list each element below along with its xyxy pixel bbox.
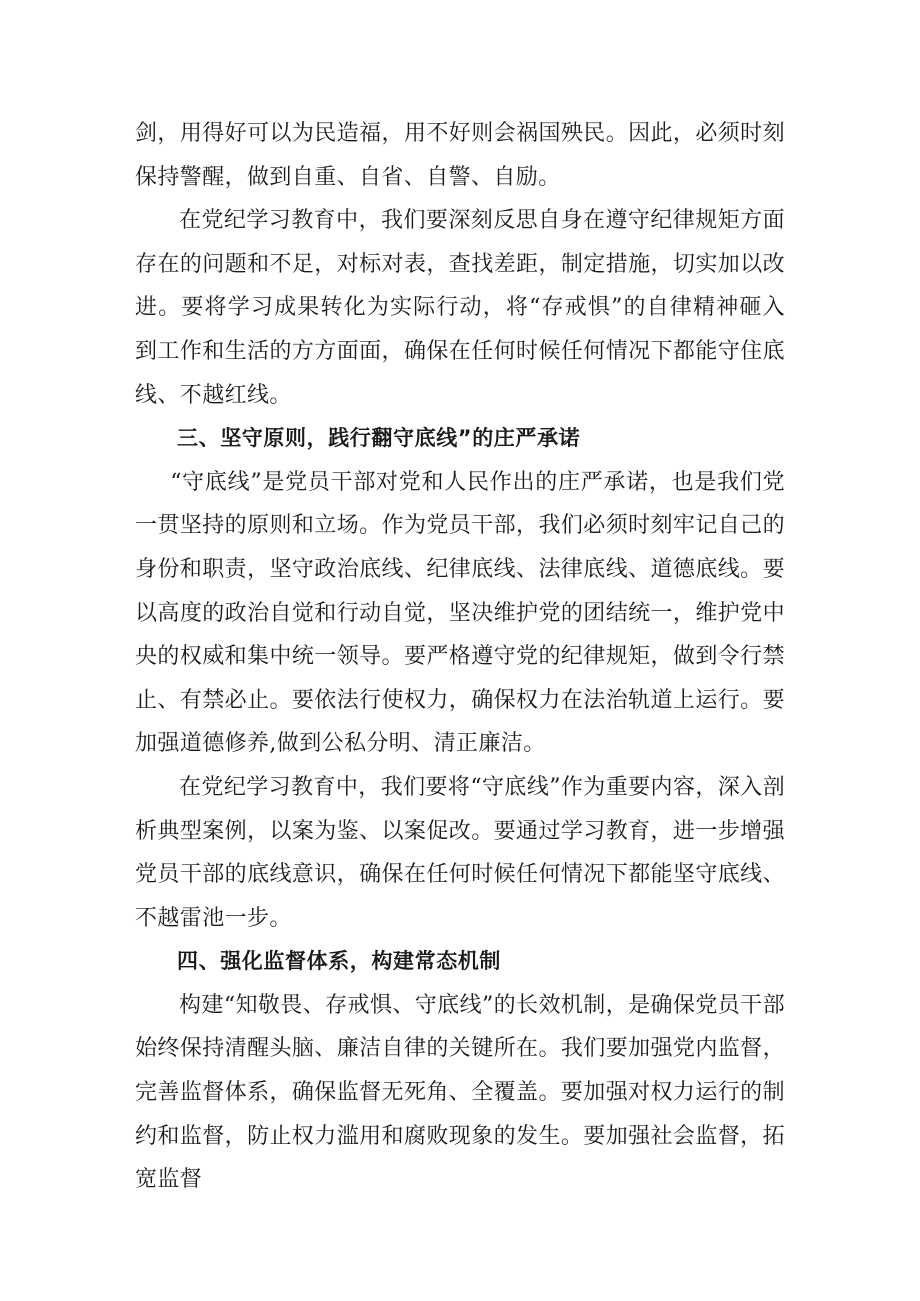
paragraph-bottom-line: “守底线”是党员干部对党和人民作出的庄严承诺，也是我们党一贯坚持的原则和立场。作为党员干部，我们必须时刻牢记自己的身份和职责，坚守政治底线、纪律底线、法律底线、道德底线。要以高度的政治自觉和行动自觉，坚决维护党的团结统一，维护党中央的权威和集中统一领导。要严格遵守党的纪律规矩，做到令行禁止、有禁必止。要依法行使权力，确保权力在法治轨道上运行。要加强道德修养,做到公私分明、清正廉洁。 [135, 469, 785, 757]
document-body [135, 112, 785, 1202]
section-heading-four: 四、强化监督体系，构建常态机制 [177, 949, 501, 974]
paragraph-reflection: 在党纪学习教育中，我们要深刻反思自身在遵守纪律规矩方面存在的问题和不足，对标对表，查找差距，制定措施，切实加以改进。要将学习成果转化为实际行动，将“存戒惧”的自律精神砸入到工作和生活的方方面面，确保在任何时候任何情况下都能守住底线、不越红线。 [135, 208, 785, 408]
paragraph-continuation: 剑，用得好可以为民造福，用不好则会祸国殃民。因此，必须时刻保持警醒，做到自重、自省、自警、自励。 [135, 121, 785, 190]
paragraph-supervision: 构建“知敬畏、存戒惧、守底线”的长效机制，是确保党员干部始终保持清醒头脑、廉洁自律的关键所在。我们要加强党内监督，完善监督体系，确保监督无死角、全覆盖。要加强对权力运行的制约和监督，防止权力滥用和腐败现象的发生。要加强社会监督，拓宽监督 [135, 992, 785, 1193]
paragraph-case-study: 在党纪学习教育中，我们要将“守底线”作为重要内容，深入剖析典型案例，以案为鉴、以案促改。要通过学习教育，进一步增强党员干部的底线意识，确保在任何时候任何情况下都能坚守底线、不越雷池一步。 [135, 774, 785, 931]
section-heading-three: 三、坚守原则，践行翻守底线”的庄严承诺 [177, 426, 581, 451]
